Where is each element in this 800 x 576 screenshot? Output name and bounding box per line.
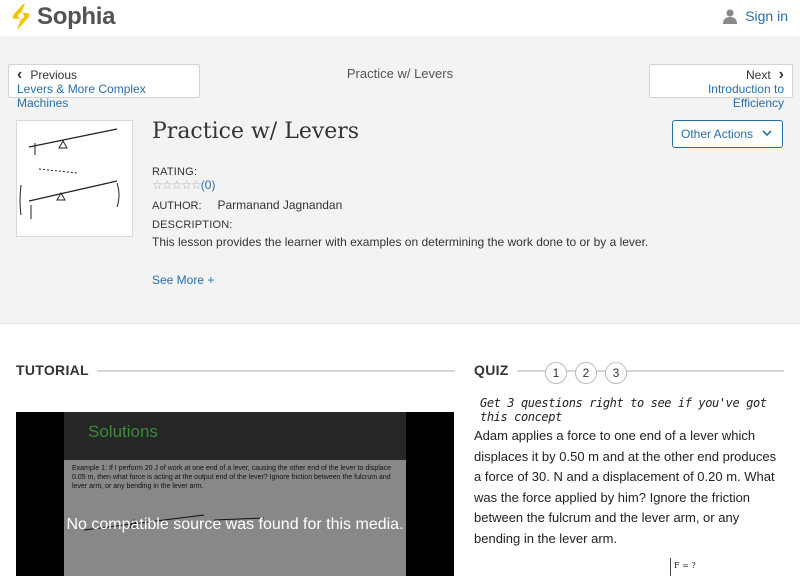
author-label: AUTHOR: [152, 200, 202, 212]
description-label: DESCRIPTION: [152, 219, 233, 231]
chevron-down-icon [762, 121, 772, 156]
lesson-header [0, 36, 800, 324]
lever-sketch-image [17, 121, 133, 237]
tutorial-divider [97, 370, 455, 372]
rating-widget[interactable] [152, 178, 215, 192]
see-more-link[interactable]: See More + [152, 273, 215, 287]
lesson-thumbnail[interactable] [16, 120, 133, 237]
video-player[interactable] [16, 412, 454, 576]
tutorial-heading: TUTORIAL [16, 362, 89, 378]
breadcrumb-current: Practice w/ Levers [346, 66, 454, 81]
next-label: Next › [658, 68, 784, 82]
rating-stars-icon: ☆☆☆☆☆ [152, 178, 201, 192]
quiz-question-3[interactable]: 3 [605, 362, 627, 384]
sophia-logo-icon [10, 3, 32, 31]
svg-text:F = ?: F = ? [674, 561, 696, 570]
sign-in-link[interactable] [723, 8, 788, 24]
sophia-logo[interactable] [10, 3, 115, 31]
sign-in-label: Sign in [745, 8, 788, 24]
description-text: This lesson provides the learner with examples on determining the work done to or by a lever. [152, 235, 649, 249]
video-example-text: Example 1: If I perform 20 J of work at one end of a lever, causing the other end of the lever to displace 0.05 m, then what force is acting at the output end of the lever? Ignore friction between the fulcrum and lever arm, or any bending in the lever arm. [72, 465, 392, 490]
previous-lesson-title: Levers & More Complex Machines [17, 82, 146, 110]
next-lesson-button[interactable] [649, 64, 793, 110]
lesson-title: Practice w/ Levers [152, 119, 360, 144]
rating-label: RATING: [152, 166, 198, 178]
video-slide-title: Solutions [88, 422, 158, 441]
formula-image [670, 558, 704, 576]
author-name: Parmanand Jagnandan [217, 198, 343, 212]
quiz-question-nav [545, 362, 635, 384]
brand-name: Sophia [37, 3, 116, 30]
quiz-question-2[interactable]: 2 [575, 362, 597, 384]
quiz-prompt: Get 3 questions right to see if you've got this concept [480, 396, 767, 424]
video-frame [64, 412, 406, 576]
no-source-message: No compatible source was found for this media. [66, 516, 404, 533]
rating-count: (0) [200, 178, 216, 192]
previous-label: ‹ Previous [17, 68, 191, 82]
other-actions-dropdown[interactable] [672, 120, 783, 148]
quiz-heading: QUIZ [474, 362, 509, 378]
author-row [152, 198, 342, 212]
top-bar [0, 0, 800, 36]
quiz-question-text: Adam applies a force to one end of a lever which displaces it by 0.50 m and at the other end produces a force of 30. N and a displacement of 0.20 m. What was the force applied by him? Ignore the friction between the fulcrum and the lever arm, or any bending in the lever arm. [474, 428, 777, 546]
user-icon [723, 9, 737, 24]
next-lesson-title: Introduction to Efficiency [707, 82, 784, 110]
quiz-question-1[interactable]: 1 [545, 362, 567, 384]
other-actions-label: Other Actions [681, 127, 754, 141]
